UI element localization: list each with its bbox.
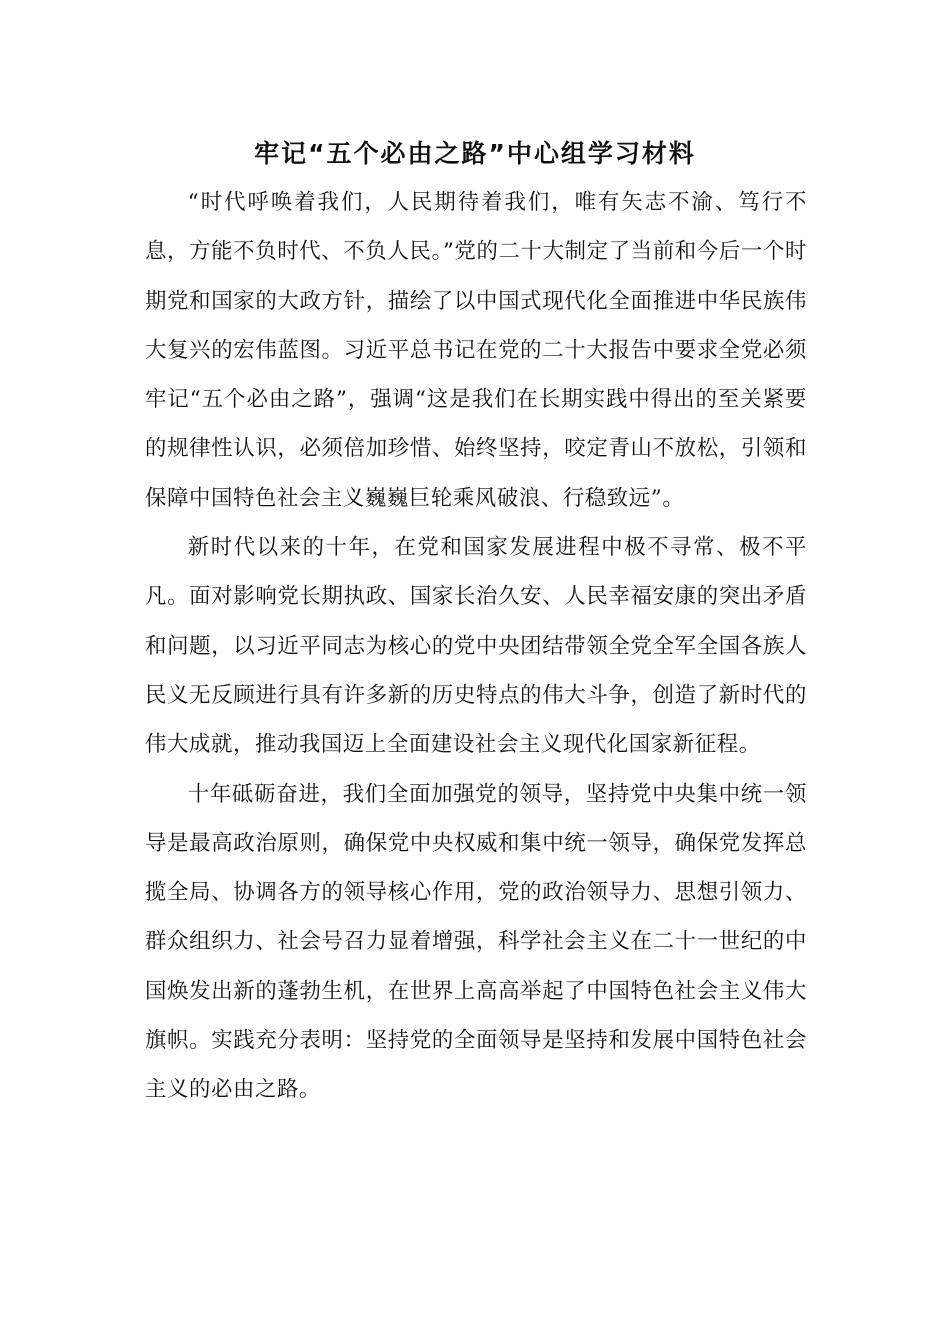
document-body [145,178,807,1115]
document-title: 牢记“五个必由之路”中心组学习材料 [254,139,696,168]
paragraph-3: 十年砥砺奋进，我们全面加强党的领导，坚持党中央集中统一领导是最高政治原则，确保党中央权威和集中统一领导，确保党发挥总揽全局、协调各方的领导核心作用，党的政治领导力、思想引领力、群众组织力、社会号召力显着增强，科学社会主义在二十一世纪的中国焕发出新的蓬勃生机，在世界上高高举起了中国特色社会主义伟大旗帜。实践充分表明：坚持党的全面领导是坚持和发展中国特色社会主义的必由之路。 [145,781,807,1103]
paragraph-1: “时代呼唤着我们，人民期待着我们，唯有矢志不渝、笃行不息，方能不负时代、不负人民。”党的二十大制定了当前和今后一个时期党和国家的大政方针，描绘了以中国式现代化全面推进中华民族伟大复兴的宏伟蓝图。习近平总书记在党的二十大报告中要求全党必须牢记“五个必由之路”，强调“这是我们在长期实践中得出的至关紧要的规律性认识，必须倍加珍惜、始终坚持，咬定青山不放松，引领和保障中国特色社会主义巍巍巨轮乘风破浪、行稳致远”。 [145,190,807,511]
paragraph-2: 新时代以来的十年，在党和国家发展进程中极不寻常、极不平凡。面对影响党长期执政、国家长治久安、人民幸福安康的突出矛盾和问题，以习近平同志为核心的党中央团结带领全党全军全国各族人民义无反顾进行具有许多新的历史特点的伟大斗争，创造了新时代的伟大成就，推动我国迈上全面建设社会主义现代化国家新征程。 [145,535,807,758]
